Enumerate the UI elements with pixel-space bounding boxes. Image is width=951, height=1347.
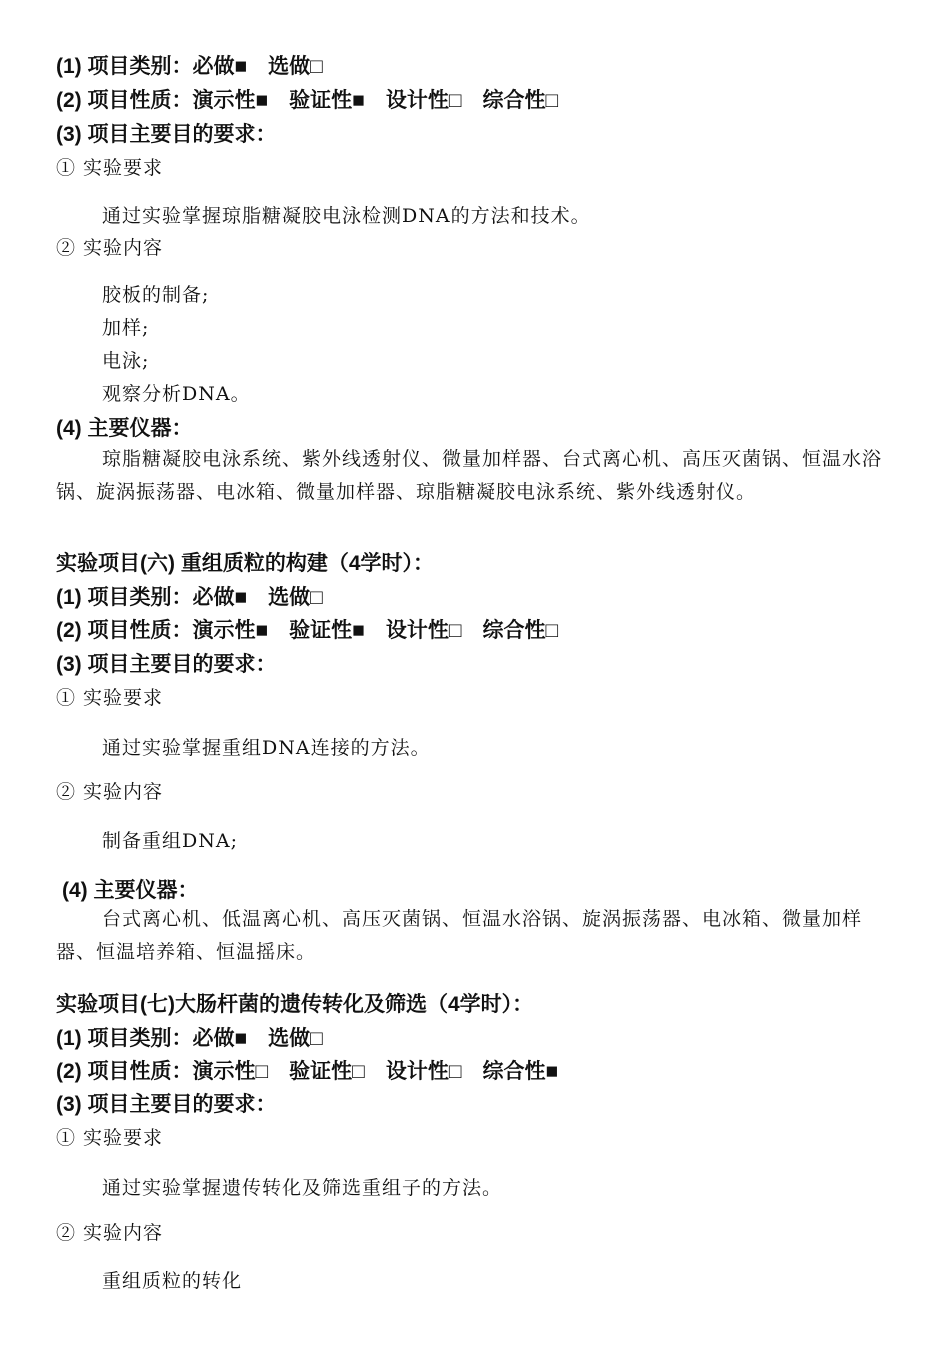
instruments-heading: (4) 主要仪器： [62,879,199,902]
project-goals-heading: (3) 项目主要目的要求： [56,653,277,676]
instruments-paragraph: 台式离心机、低温离心机、高压灭菌锅、恒温水浴锅、旋涡振荡器、电冰箱、微量加样器、恒温培养箱、恒温摇床。 [56,908,863,963]
content-item: 观察分析DNA。 [102,383,251,405]
project-nature-line: (2) 项目性质：演示性■ 验证性■ 设计性□ 综合性□ [56,89,559,112]
content-item: 重组质粒的转化 [102,1270,243,1292]
content-item: 胶板的制备; [102,284,210,306]
content-heading: ② 实验内容 [56,1222,164,1244]
requirements-heading: ① 实验要求 [56,687,164,709]
project-category-line: (1) 项目类别：必做■ 选做□ [56,586,323,609]
project-category-line: (1) 项目类别：必做■ 选做□ [56,1027,323,1050]
requirements-heading: ① 实验要求 [56,157,164,179]
content-item: 加样; [102,317,150,339]
requirements-text: 通过实验掌握琼脂糖凝胶电泳检测DNA的方法和技术。 [102,205,591,227]
project-goals-heading: (3) 项目主要目的要求： [56,1093,277,1116]
requirements-text: 通过实验掌握重组DNA连接的方法。 [102,737,431,759]
requirements-heading: ① 实验要求 [56,1127,164,1149]
section-heading: 实验项目(七)大肠杆菌的遗传转化及筛选（4学时）： [56,993,534,1016]
project-category-line: (1) 项目类别：必做■ 选做□ [56,55,323,78]
section-heading: 实验项目(六) 重组质粒的构建（4学时）： [56,552,434,575]
content-heading: ② 实验内容 [56,781,164,803]
project-goals-heading: (3) 项目主要目的要求： [56,123,277,146]
content-item: 制备重组DNA; [102,830,238,852]
instruments-heading: (4) 主要仪器： [56,417,193,440]
requirements-text: 通过实验掌握遗传转化及筛选重组子的方法。 [102,1177,503,1199]
project-nature-line: (2) 项目性质：演示性■ 验证性■ 设计性□ 综合性□ [56,619,559,642]
content-heading: ② 实验内容 [56,237,164,259]
instruments-paragraph: 琼脂糖凝胶电泳系统、紫外线透射仪、微量加样器、台式离心机、高压灭菌锅、恒温水浴锅、旋涡振荡器、电冰箱、微量加样器、琼脂糖凝胶电泳系统、紫外线透射仪。 [56,448,883,503]
project-nature-line: (2) 项目性质：演示性□ 验证性□ 设计性□ 综合性■ [56,1060,559,1083]
content-item: 电泳; [102,350,150,372]
